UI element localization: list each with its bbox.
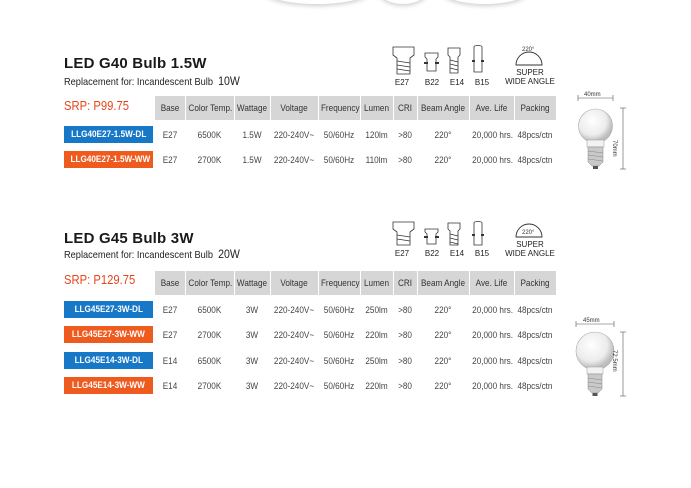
header-divider [318, 96, 319, 120]
table-cell: 20,000 hrs. [472, 356, 514, 367]
srp-price: SRP: P129.75 [64, 273, 136, 287]
table-cell: 1.5W [242, 130, 262, 141]
column-header: Base [160, 278, 180, 289]
column-header: Lumen [364, 278, 389, 289]
dimension-height: 70mm [611, 140, 617, 157]
table-cell: 220-240V~ [273, 330, 315, 341]
product-code-text: LLG45E14-3W-DL [74, 355, 143, 366]
table-cell: >80 [398, 305, 412, 316]
table-cell: 50/60Hz [323, 130, 355, 141]
table-cell: >80 [398, 356, 412, 367]
table-cell: 3W [245, 330, 259, 341]
product-code [64, 377, 153, 394]
table-cell: 50/60Hz [323, 305, 355, 316]
column-header: Color Temp. [188, 103, 233, 114]
table-cell: 250lm [365, 305, 388, 316]
base-label-b22: B22 [424, 78, 440, 87]
table-cell: 50/60Hz [323, 356, 355, 367]
table-cell: 120lm [365, 130, 388, 141]
column-header: Base [160, 103, 180, 114]
dimension-height: 72.5mm [611, 350, 617, 372]
table-cell: 2700K [197, 381, 222, 392]
base-label-b22: B22 [424, 249, 440, 258]
table-cell: 220° [434, 130, 452, 141]
table-cell: 50/60Hz [323, 155, 355, 166]
table-cell: 2700K [197, 330, 222, 341]
table-cell: 250lm [365, 356, 388, 367]
base-types-icon [390, 45, 486, 79]
table-cell: 48pcs/ctn [517, 330, 553, 341]
table-cell: 6500K [197, 305, 222, 316]
product-code [64, 301, 153, 318]
column-header: Packing [520, 103, 550, 114]
header-divider [318, 271, 319, 295]
table-cell: >80 [398, 330, 412, 341]
product-code-text: LLG45E14-3W-WW [72, 380, 145, 391]
wide-angle-line1: SUPER [516, 68, 544, 77]
table-cell: 220° [434, 356, 452, 367]
base-types-icon [390, 220, 486, 250]
column-header: Wattage [236, 278, 268, 289]
replacement-prefix: Replacement for: Incandescent Bulb [64, 249, 213, 261]
header-divider [360, 271, 361, 295]
header-divider [234, 271, 235, 295]
replacement-watt: 10W [218, 74, 240, 88]
srp-price: SRP: P99.75 [64, 99, 130, 113]
table-cell: 220-240V~ [273, 130, 315, 141]
table-cell: >80 [398, 381, 412, 392]
replacement-text [64, 74, 240, 88]
wide-angle-degree: 220° [522, 230, 535, 236]
header-divider [417, 271, 418, 295]
product-code-text: LLG45E27-3W-DL [74, 304, 143, 315]
column-header: CRI [397, 103, 413, 114]
header-divider [469, 271, 470, 295]
header-divider [234, 96, 235, 120]
table-cell: E14 [162, 381, 178, 392]
column-header: Lumen [364, 103, 389, 114]
wide-angle-label [500, 240, 560, 258]
table-cell: 220lm [365, 330, 388, 341]
base-label-b15: B15 [474, 78, 490, 87]
header-divider [417, 96, 418, 120]
base-label-e27: E27 [394, 78, 410, 87]
table-cell: 110lm [365, 155, 388, 166]
product-code [64, 126, 153, 143]
header-divider [270, 96, 271, 120]
product-code [64, 151, 153, 168]
table-cell: 48pcs/ctn [517, 155, 553, 166]
table-cell: E27 [162, 330, 178, 341]
wide-angle-degree: 220° [522, 47, 535, 53]
column-header: Packing [520, 278, 550, 289]
table-cell: 3W [245, 356, 259, 367]
table-cell: 3W [245, 381, 259, 392]
header-divider [469, 96, 470, 120]
column-header: Color Temp. [188, 278, 233, 289]
column-header: Beam Angle [420, 103, 466, 114]
table-cell: 220° [434, 155, 452, 166]
table-cell: 220lm [365, 381, 388, 392]
table-cell: E27 [162, 130, 178, 141]
table-cell: 20,000 hrs. [472, 130, 514, 141]
base-label-e14: E14 [449, 249, 465, 258]
table-cell: 50/60Hz [323, 330, 355, 341]
table-cell: E14 [162, 356, 178, 367]
table-cell: 220° [434, 305, 452, 316]
header-divider [270, 271, 271, 295]
table-cell: 220° [434, 381, 452, 392]
product-code [64, 352, 153, 369]
table-cell: 220-240V~ [273, 305, 315, 316]
column-header: Frequency [320, 278, 360, 289]
column-header: Beam Angle [420, 278, 466, 289]
replacement-prefix: Replacement for: Incandescent Bulb [64, 76, 213, 88]
replacement-text [64, 247, 240, 261]
table-cell: E27 [162, 305, 178, 316]
table-cell: >80 [398, 155, 412, 166]
dimension-width: 40mm [584, 92, 601, 98]
table-cell: 220° [434, 330, 452, 341]
wide-angle-icon [512, 41, 546, 67]
product-code [64, 326, 153, 343]
bulb-g40-illustration [568, 92, 634, 174]
table-cell: 48pcs/ctn [517, 381, 553, 392]
header-divider [514, 271, 515, 295]
replacement-watt: 20W [218, 247, 240, 261]
decorative-arc [262, 0, 372, 4]
column-header: Ave. Life [475, 278, 508, 289]
header-divider [185, 96, 186, 120]
product-code-text: LLG40E27-1.5W-DL [70, 129, 147, 140]
decorative-arc [378, 0, 428, 4]
base-label-e27: E27 [394, 249, 410, 258]
table-cell: 6500K [197, 356, 222, 367]
column-header: Frequency [320, 103, 360, 114]
table-cell: 1.5W [242, 155, 262, 166]
bulb-g45-illustration [568, 318, 634, 402]
decorative-arc [440, 0, 530, 4]
table-cell: 20,000 hrs. [472, 381, 514, 392]
table-cell: >80 [398, 130, 412, 141]
table-cell: E27 [162, 155, 178, 166]
wide-angle-line1: SUPER [516, 240, 544, 249]
product-code-text: LLG45E27-3W-WW [72, 329, 145, 340]
product-title: LED G45 Bulb 3W [64, 230, 194, 247]
table-cell: 2700K [197, 155, 222, 166]
table-cell: 20,000 hrs. [472, 330, 514, 341]
table-cell: 6500K [197, 130, 222, 141]
table-cell: 20,000 hrs. [472, 155, 514, 166]
header-divider [514, 96, 515, 120]
column-header: Wattage [236, 103, 268, 114]
table-cell: 50/60Hz [323, 381, 355, 392]
column-header: CRI [397, 278, 413, 289]
table-cell: 3W [245, 305, 259, 316]
header-divider [185, 271, 186, 295]
product-code-text: LLG40E27-1.5W-WW [70, 154, 151, 165]
header-divider [393, 271, 394, 295]
header-divider [393, 96, 394, 120]
header-divider [360, 96, 361, 120]
column-header: Voltage [280, 278, 308, 289]
table-cell: 48pcs/ctn [517, 356, 553, 367]
table-cell: 20,000 hrs. [472, 305, 514, 316]
product-title: LED G40 Bulb 1.5W [64, 55, 207, 72]
dimension-width: 45mm [583, 318, 600, 324]
wide-angle-label [500, 68, 560, 86]
base-label-e14: E14 [449, 78, 465, 87]
table-cell: 220-240V~ [273, 155, 315, 166]
wide-angle-line2: WIDE ANGLE [505, 249, 555, 258]
base-label-b15: B15 [474, 249, 490, 258]
table-cell: 220-240V~ [273, 381, 315, 392]
table-cell: 48pcs/ctn [517, 130, 553, 141]
column-header: Voltage [280, 103, 308, 114]
table-cell: 220-240V~ [273, 356, 315, 367]
wide-angle-line2: WIDE ANGLE [505, 77, 555, 86]
column-header: Ave. Life [475, 103, 508, 114]
table-cell: 48pcs/ctn [517, 305, 553, 316]
